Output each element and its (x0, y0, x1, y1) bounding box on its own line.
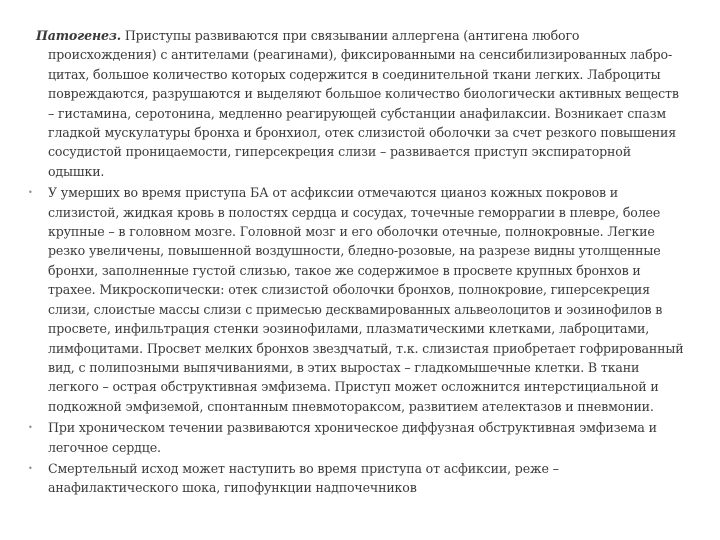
bullet-item-outcome (28, 459, 688, 498)
bullet-text: При хроническом течении развиваются хроническое диффузная обструктивная эмфизема и легочное сердце. (48, 420, 657, 455)
bullet-item-autopsy (28, 183, 688, 416)
bullet-dot-icon: • (28, 463, 33, 473)
bullet-text: У умерших во время приступа БА от асфиксии отмечаются цианоз кожных покровов и слизистой, жидкая кровь в полостях сердца и сосудах, точечные геморрагии в плевре, более крупные – в головном мозге. Головной мозг и его оболочки отечные, полнокровные. Легкие резко увеличены, повышенной воздушности, бледно-розовые, на разрезе видны утолщенные бронхи, заполненные густой слизью, такое же содержимое в просвете крупных бронхов и трахее. Микроскопически: отек слизистой оболочки бронхов, полнокровие, гиперсекреция слизи, слоистые массы слизи с примесью десквамированных альвеолоцитов и эозинофилов в просвете, инфильтрация стенки эозинофилами, плазматическими клетками, лаброцитами, лимфоцитами. Просвет мелких бронхов звездчатый, т.к. слизистая приобретает гофрированный вид, с полипозными выпячиваниями, в этих выростах – гладкомышечные клетки. В ткани легкого – острая обструктивная эмфизема. Приступ может осложнится интерстициальной и подкожной эмфиземой, спонтанным пневмотораксом, развитием ателектазов и пневмонии. (48, 185, 684, 414)
pathogenesis-text: Приступы развиваются при связывании аллергена (антигена любого происхождения) с антителами (реагинами), фиксированными на сенсибилизированных лаброцитах, большое количество которых содержится в соединительной ткани легких. Лаброциты повреждаются, разрушаются и выделяют большое количество биологически активных веществ – гистамина, серотонина, медленно реагирующей субстанции анафилаксии. Возникает спазм гладкой мускулатуры бронха и бронхиол, отек слизистой оболочки за счет резкого повышения сосудистой проницаемости, гиперсекреция слизи – развивается приступ экспираторной одышки. (48, 28, 679, 179)
paragraph-pathogenesis (36, 26, 688, 181)
bullet-text: Смертельный исход может наступить во время приступа от асфиксии, реже – анафилактического шока, гипофункции надпочечников (48, 460, 559, 496)
slide-body (28, 26, 688, 500)
pathogenesis-heading: Патогенез. (36, 28, 121, 43)
bullet-dot-icon: • (28, 188, 33, 198)
bullet-item-chronic (28, 418, 688, 457)
bullet-dot-icon: • (28, 423, 33, 433)
